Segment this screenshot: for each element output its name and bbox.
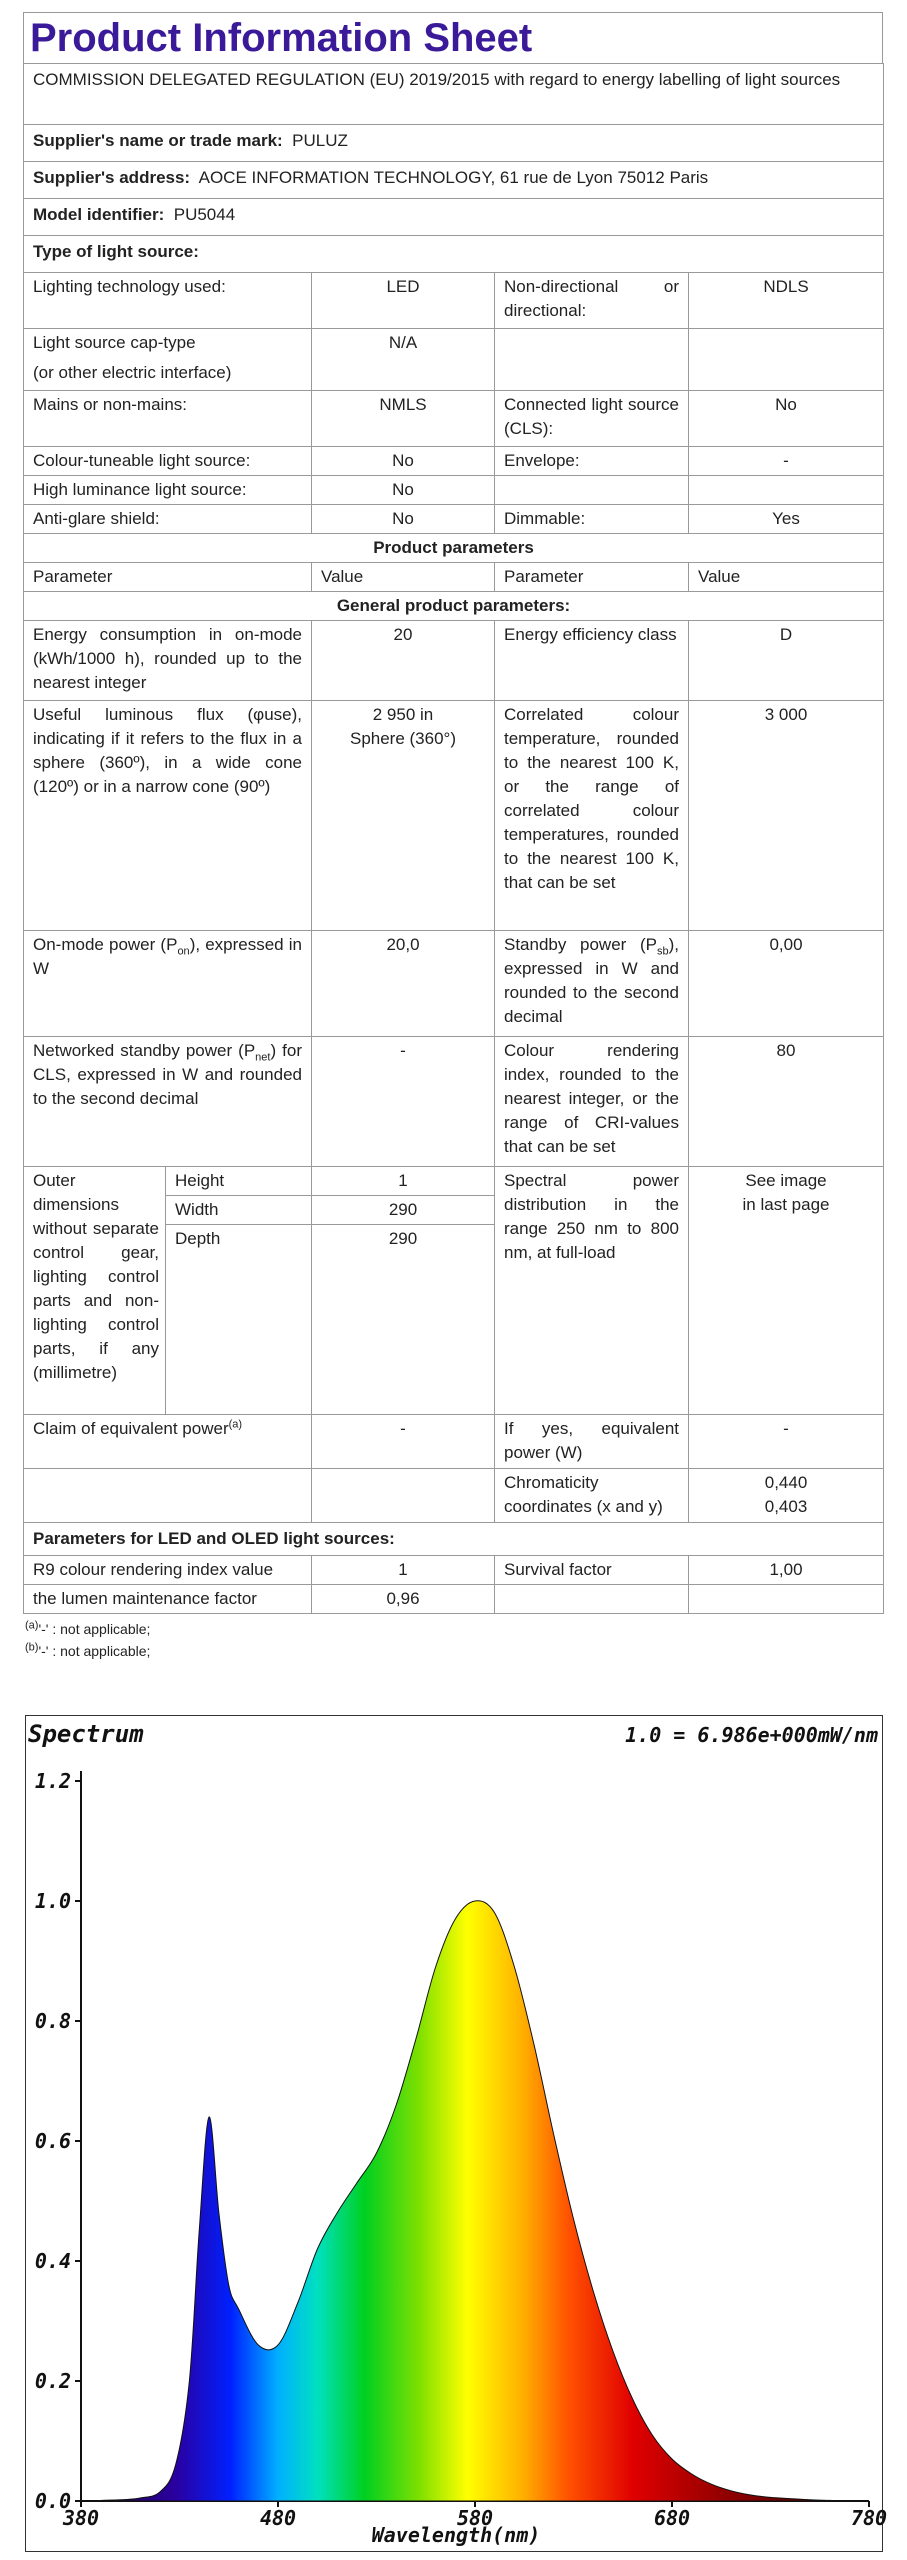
- flux-label: Useful luminous flux (φuse), indicating if it refers to the flux in a sphere (360º), in a wide cone (120º) or in a narrow cone (90º): [24, 701, 312, 931]
- cct-value: 3 000: [689, 701, 884, 931]
- tech-label: Lighting technology used:: [24, 273, 312, 329]
- chart-title: Spectrum: [28, 1720, 144, 1748]
- type-heading: Type of light source:: [24, 236, 884, 273]
- product-parameters-heading: Product parameters: [24, 534, 884, 563]
- survival-label: Survival factor: [495, 1556, 689, 1585]
- tune-label: Colour-tuneable light source:: [24, 447, 312, 476]
- tune-value: No: [312, 447, 495, 476]
- x-tick-label: 680: [653, 2506, 691, 2530]
- lumen-label: the lumen maintenance factor: [24, 1585, 312, 1614]
- cap-label: Light source cap-type (or other electric interface): [24, 329, 312, 391]
- chart-xlabel: Wavelength(nm): [371, 2523, 541, 2547]
- cri-label: Colour rendering index, rounded to the nearest integer, or the range of CRI-values that can be set: [495, 1037, 689, 1167]
- x-tick-label: 780: [850, 2506, 888, 2530]
- pon-value: 20,0: [312, 931, 495, 1037]
- dir-label: Non-directional or directional:: [495, 273, 689, 329]
- cct-label: Correlated colour temperature, rounded to the nearest 100 K, or the range of correlated colour temperatures, rounded to the nearest 100 K, that can be set: [495, 701, 689, 931]
- spd-label: Spectral power distribution in the range 250 nm to 800 nm, at full-load: [495, 1167, 689, 1415]
- dim-label: Dimmable:: [495, 505, 689, 534]
- address-value: AOCE INFORMATION TECHNOLOGY, 61 rue de Lyon 75012 Paris: [198, 168, 709, 187]
- cls-label: Connected light source (CLS):: [495, 391, 689, 447]
- supplier-row: Supplier's name or trade mark: PULUZ: [24, 125, 884, 162]
- x-tick-label: 580: [456, 2506, 494, 2530]
- col-header-parameter-2: Parameter: [495, 563, 689, 592]
- chart-scale-note: 1.0 = 6.986e+000mW/nm: [625, 1723, 878, 1747]
- lumen-value: 0,96: [312, 1585, 495, 1614]
- tech-value: LED: [312, 273, 495, 329]
- spectrum-area: [81, 1901, 869, 2501]
- flux-value: 2 950 in Sphere (360°): [312, 701, 495, 931]
- y-tick-label: 0.6: [34, 2129, 71, 2153]
- hl-value: No: [312, 476, 495, 505]
- spectrum-svg: [26, 1716, 888, 2551]
- spd-value: See image in last page: [689, 1167, 884, 1415]
- chroma-label: Chromaticity coordinates (x and y): [495, 1469, 689, 1523]
- claim-value: -: [312, 1415, 495, 1469]
- cap-value: N/A: [312, 329, 495, 391]
- chroma-value: 0,440 0,403: [689, 1469, 884, 1523]
- energy-value: 20: [312, 621, 495, 701]
- col-header-value: Value: [312, 563, 495, 592]
- dim-value: Yes: [689, 505, 884, 534]
- r9-value: 1: [312, 1556, 495, 1585]
- y-tick-label: 1.0: [34, 1889, 71, 1913]
- general-heading: General product parameters:: [24, 592, 884, 621]
- dir-value: NDLS: [689, 273, 884, 329]
- y-tick-label: 0.4: [34, 2249, 71, 2273]
- mains-value: NMLS: [312, 391, 495, 447]
- psb-label: Standby power $(P_{sb})$, expressed in W and rounded to the second decimal: [495, 931, 689, 1037]
- equiv-label: If yes, equivalent power (W): [495, 1415, 689, 1469]
- supplier-value: PULUZ: [292, 131, 348, 150]
- regulation-text: COMMISSION DELEGATED REGULATION (EU) 2019/2015 with regard to energy labelling of light sources: [24, 64, 884, 125]
- claim-label: Claim of equivalent power$^{(a)}$: [24, 1415, 312, 1469]
- address-row: Supplier's address: AOCE INFORMATION TECHNOLOGY, 61 rue de Lyon 75012 Paris: [24, 162, 884, 199]
- psb-value: 0,00: [689, 931, 884, 1037]
- r9-label: R9 colour rendering index value: [24, 1556, 312, 1585]
- cri-value: 80: [689, 1037, 884, 1167]
- depth-value: 290: [312, 1225, 495, 1415]
- height-value: 1: [312, 1167, 495, 1196]
- dims-label: Outer dimensions without separate control gear, lighting control parts and non-lighting control parts, if any (millimetre): [24, 1167, 166, 1415]
- model-row: Model identifier: PU5044: [24, 199, 884, 236]
- x-tick-label: 480: [259, 2506, 297, 2530]
- height-label: Height: [166, 1167, 312, 1196]
- product-information-sheet: [23, 12, 883, 1662]
- pnet-value: -: [312, 1037, 495, 1167]
- depth-label: Depth: [166, 1225, 312, 1415]
- footnote-b: $^{(b)}$'-' : not applicable;: [25, 1641, 151, 1659]
- page-title: Product Information Sheet: [23, 12, 883, 63]
- env-label: Envelope:: [495, 447, 689, 476]
- pon-label: On-mode power $(P_{on})$, expressed in W: [24, 931, 312, 1037]
- class-value: D: [689, 621, 884, 701]
- ag-value: No: [312, 505, 495, 534]
- y-tick-label: 0.2: [34, 2369, 71, 2393]
- model-value: PU5044: [173, 205, 236, 224]
- info-table: [23, 63, 884, 1614]
- energy-label: Energy consumption in on-mode (kWh/1000 h), rounded up to the nearest integer: [24, 621, 312, 701]
- class-label: Energy efficiency class: [495, 621, 689, 701]
- survival-value: 1,00: [689, 1556, 884, 1585]
- width-label: Width: [166, 1196, 312, 1225]
- footnote-a: $^{(a)}$'-' : not applicable;: [25, 1619, 151, 1637]
- ag-label: Anti-glare shield:: [24, 505, 312, 534]
- x-tick-label: 380: [62, 2506, 100, 2530]
- env-value: -: [689, 447, 884, 476]
- y-tick-label: 0.8: [34, 2009, 71, 2033]
- cls-value: No: [689, 391, 884, 447]
- equiv-value: -: [689, 1415, 884, 1469]
- width-value: 290: [312, 1196, 495, 1225]
- hl-label: High luminance light source:: [24, 476, 312, 505]
- spectrum-chart: [25, 1715, 888, 2552]
- led-heading: Parameters for LED and OLED light sources:: [24, 1523, 884, 1556]
- col-header-parameter: Parameter: [24, 563, 312, 592]
- y-tick-label: 0.0: [34, 2489, 71, 2513]
- y-tick-label: 1.2: [34, 1769, 71, 1793]
- mains-label: Mains or non-mains:: [24, 391, 312, 447]
- pnet-label: Networked standby power $(P_{net})$ for CLS, expressed in W and rounded to the second decimal: [24, 1037, 312, 1167]
- col-header-value-2: Value: [689, 563, 884, 592]
